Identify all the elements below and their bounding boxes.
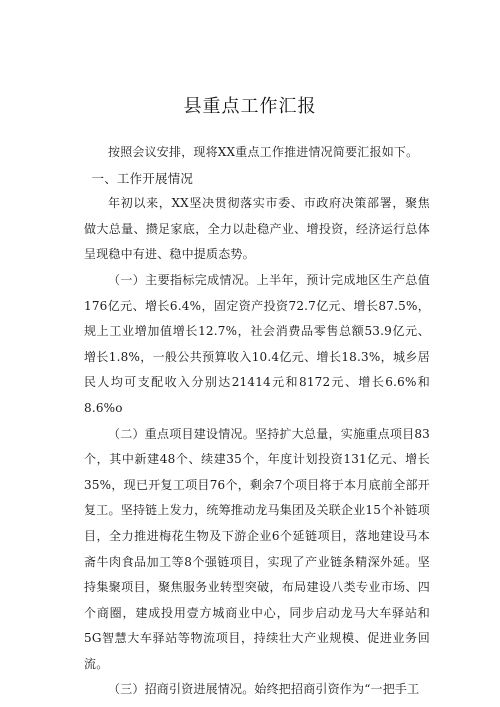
projects-paragraph: （二）重点项目建设情况。坚持扩大总量，实施重点项目83个，其中新建48个、续建35个，年度计划投资131亿元、增长35%，现已开复工项目76个，剩余7个项目将于本月底前全部开复工。坚持链上发力，统筹推动龙马集团及关联企业15个补链项目，全力推进梅花生物及下游企业6个延链项目，落地建设马本斋牛肉食品加工等8个强链项目，实现了产业链条精深外延。坚持集聚项目，聚焦服务业转型突破，布局建设八类专业市场、四个商圈，建成投用壹方城商业中心，同步启动龙马大车驿站和5G智慧大车驿站等物流项目，持续壮大产业规模、促进业务回流。: [84, 426, 430, 671]
investment-paragraph: （三）招商引资进展情况。始终把招商引资作为“一把手工: [108, 682, 420, 697]
document-body: [84, 140, 430, 703]
overview-paragraph: 年初以来，XX坚决贯彻落实市委、市政府决策部署，聚焦做大总量、攒足家底，全力以赴稳产业、增投资，经济运行总体呈现稳中有进、稳中提质态势。: [84, 196, 430, 262]
section-heading: 一、工作开展情况: [91, 170, 194, 186]
document-title: 县重点工作汇报: [183, 96, 317, 117]
indicators-paragraph: （一）主要指标完成情况。上半年，预计完成地区生产总值176亿元、增长6.4%，固定资产投资72.7亿元、增长87.5%，规上工业增加值增长12.7%，社会消费品零售总额53.9亿元、增长1.8%，一般公共预算收入10.4亿元、增长18.3%，城乡居民人均可支配收入分别达21414元和8172元、增长6.6%和8.6%o: [84, 272, 430, 415]
intro-paragraph: 按照会议安排，现将XX重点工作推进情况简要汇报如下。: [108, 145, 419, 159]
